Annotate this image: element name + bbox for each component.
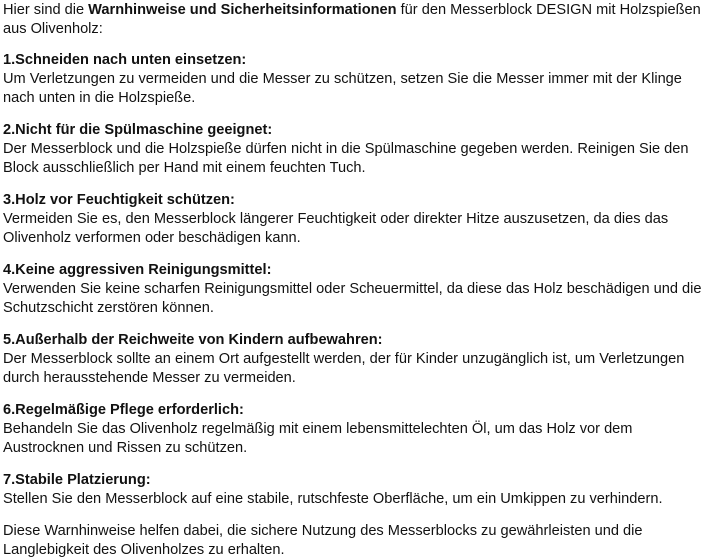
section-5 bbox=[3, 331, 716, 388]
section-body: Der Messerblock und die Holzspieße dürfen nicht in die Spülmaschine gegeben werden. Reinigen Sie den Block ausschließlich per Hand mit einem feuchten Tuch. bbox=[3, 141, 689, 176]
intro-suffix: für den Messerblock DESIGN mit Holzspießen aus Olivenholz: bbox=[3, 2, 701, 37]
section-heading: 2.Nicht für die Spülmaschine geeignet: bbox=[3, 122, 273, 138]
section-6 bbox=[3, 401, 716, 458]
section-body: Stellen Sie den Messerblock auf eine stabile, rutschfeste Oberfläche, um ein Umkippen zu verhindern. bbox=[3, 491, 663, 507]
section-heading: 3.Holz vor Feuchtigkeit schützen: bbox=[3, 192, 235, 208]
closing-paragraph: Diese Warnhinweise helfen dabei, die sichere Nutzung des Messerblocks zu gewährleisten und die Langlebigkeit des Olivenholzes zu erhalten. bbox=[3, 523, 643, 558]
section-body: Der Messerblock sollte an einem Ort aufgestellt werden, der für Kinder unzugänglich ist, um Verletzungen durch herausstehende Messer zu vermeiden. bbox=[3, 351, 685, 386]
intro-bold-phrase: Warnhinweise und Sicherheitsinformationen bbox=[88, 2, 397, 18]
section-1 bbox=[3, 51, 716, 108]
section-heading: 4.Keine aggressiven Reinigungsmittel: bbox=[3, 262, 272, 278]
section-body: Verwenden Sie keine scharfen Reinigungsmittel oder Scheuermittel, da diese das Holz beschädigen und die Schutzschicht zerstören können. bbox=[3, 281, 702, 316]
section-body: Um Verletzungen zu vermeiden und die Messer zu schützen, setzen Sie die Messer immer mit der Klinge nach unten in die Holzspieße. bbox=[3, 71, 682, 106]
section-heading: 5.Außerhalb der Reichweite von Kindern aufbewahren: bbox=[3, 332, 383, 348]
section-7 bbox=[3, 471, 716, 509]
intro-prefix: Hier sind die bbox=[3, 2, 89, 18]
section-3 bbox=[3, 191, 716, 248]
section-heading: 6.Regelmäßige Pflege erforderlich: bbox=[3, 402, 244, 418]
section-heading: 7.Stabile Platzierung: bbox=[3, 472, 151, 488]
section-body: Behandeln Sie das Olivenholz regelmäßig mit einem lebensmittelechten Öl, um das Holz vor dem Austrocknen und Rissen zu schützen. bbox=[3, 421, 633, 456]
intro-paragraph bbox=[3, 1, 716, 39]
section-4 bbox=[3, 261, 716, 318]
section-body: Vermeiden Sie es, den Messerblock längerer Feuchtigkeit oder direkter Hitze auszusetzen, da dies das Olivenholz verformen oder beschädigen kann. bbox=[3, 211, 669, 246]
section-heading: 1.Schneiden nach unten einsetzen: bbox=[3, 52, 247, 68]
section-2 bbox=[3, 121, 716, 178]
